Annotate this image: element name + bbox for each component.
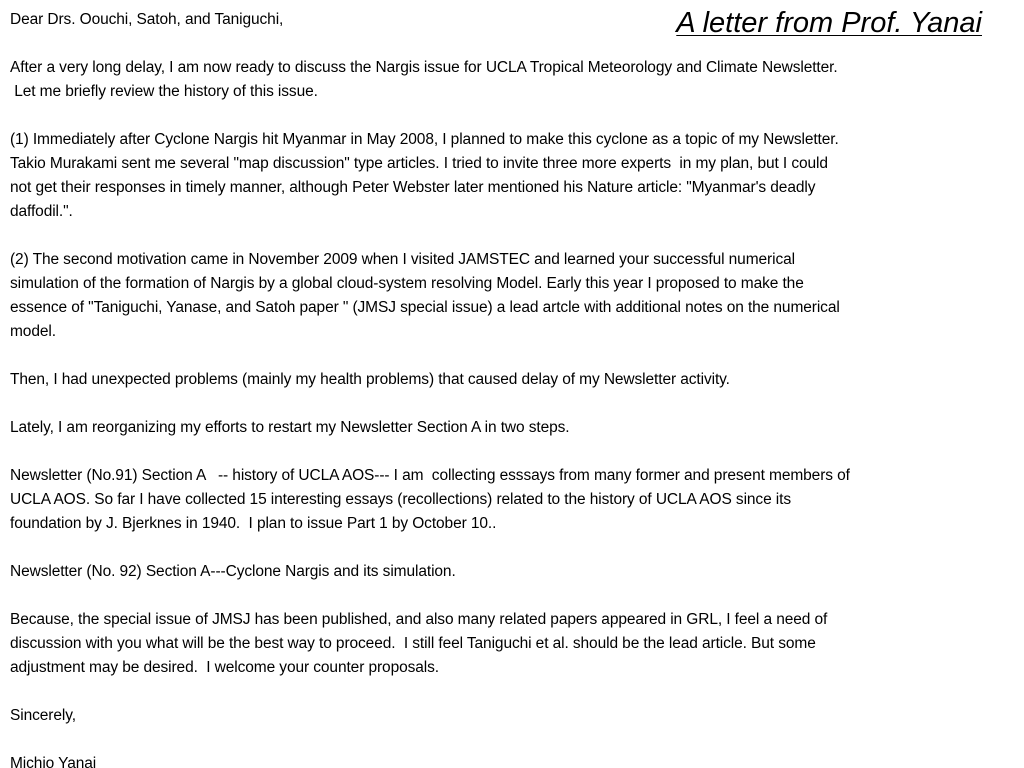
paragraph-line: (1) Immediately after Cyclone Nargis hit Myanmar in May 2008, I planned to make this cyclone as a topic of my Newsletter. xyxy=(10,131,839,148)
letter-paragraph xyxy=(10,56,1016,104)
paragraph-line: essence of "Taniguchi, Yanase, and Satoh paper " (JMSJ special issue) a lead artcle with additional notes on the numerical xyxy=(10,299,840,316)
paragraph-line: Lately, I am reorganizing my efforts to restart my Newsletter Section A in two steps. xyxy=(10,419,570,436)
paragraph-line: UCLA AOS. So far I have collected 15 interesting essays (recollections) related to the history of UCLA AOS since its xyxy=(10,491,792,508)
paragraph-line: simulation of the formation of Nargis by a global cloud-system resolving Model. Early this year I proposed to make the xyxy=(10,275,804,292)
paragraph-line: Let me briefly review the history of this issue. xyxy=(10,83,318,100)
letter-signature: Michio Yanai xyxy=(10,755,97,768)
letter-paragraph xyxy=(10,368,1016,392)
letter-body xyxy=(10,8,1016,768)
paragraph-line: daffodil.". xyxy=(10,203,73,220)
paragraph-line: not get their responses in timely manner, although Peter Webster later mentioned his Nature article: "Myanmar's deadly xyxy=(10,179,816,196)
paragraph-line: Takio Murakami sent me several "map discussion" type articles. I tried to invite three more experts in my plan, but I could xyxy=(10,155,828,172)
paragraph-line: Newsletter (No.91) Section A -- history of UCLA AOS--- I am collecting esssays from many former and present members of xyxy=(10,467,850,484)
letter-paragraph xyxy=(10,248,1016,344)
paragraph-line: Because, the special issue of JMSJ has been published, and also many related papers appeared in GRL, I feel a need of xyxy=(10,611,828,628)
paragraph-line: (2) The second motivation came in November 2009 when I visited JAMSTEC and learned your successful numerical xyxy=(10,251,795,268)
letter-closing: Sincerely, xyxy=(10,707,76,724)
paragraph-line: foundation by J. Bjerknes in 1940. I plan to issue Part 1 by October 10.. xyxy=(10,515,497,532)
letter-greeting: Dear Drs. Oouchi, Satoh, and Taniguchi, xyxy=(10,11,284,28)
paragraph-line: Then, I had unexpected problems (mainly my health problems) that caused delay of my Newsletter activity. xyxy=(10,371,730,388)
letter-paragraph xyxy=(10,560,1016,584)
paragraph-line: adjustment may be desired. I welcome your counter proposals. xyxy=(10,659,439,676)
paragraph-line: discussion with you what will be the best way to proceed. I still feel Taniguchi et al. should be the lead article. But some xyxy=(10,635,816,652)
letter-paragraph xyxy=(10,128,1016,224)
paragraph-line: After a very long delay, I am now ready to discuss the Nargis issue for UCLA Tropical Meteorology and Climate Newsletter. xyxy=(10,59,838,76)
slide-title: A letter from Prof. Yanai xyxy=(676,7,982,39)
letter-paragraph xyxy=(10,464,1016,536)
letter-paragraph xyxy=(10,608,1016,680)
paragraph-line: model. xyxy=(10,323,56,340)
letter-paragraph xyxy=(10,416,1016,440)
paragraph-line: Newsletter (No. 92) Section A---Cyclone Nargis and its simulation. xyxy=(10,563,456,580)
